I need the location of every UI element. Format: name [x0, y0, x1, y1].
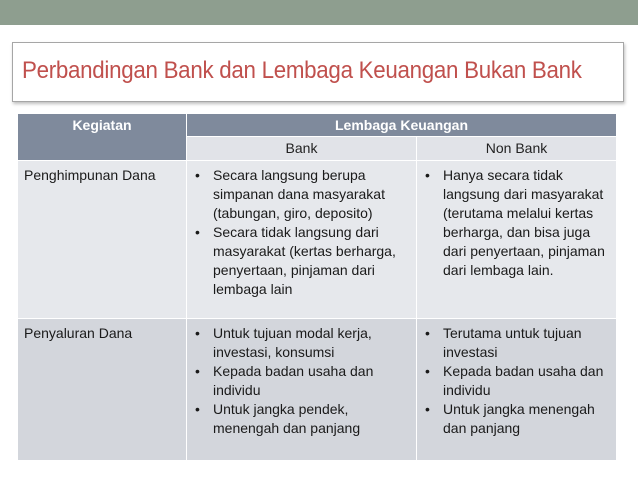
- list-item: • Untuk jangka pendek, menengah dan panjang: [187, 400, 412, 438]
- bank-cell: [187, 161, 417, 319]
- table-row: [18, 319, 617, 461]
- list-item: • Secara tidak langsung dari masyarakat (kertas berharga, penyertaan, pinjaman dari lembaga lain: [187, 223, 412, 299]
- header-kegiatan: Kegiatan: [18, 114, 187, 161]
- table-row: [18, 161, 617, 319]
- list-item: • Untuk tujuan modal kerja, investasi, konsumsi: [187, 324, 412, 362]
- list-item: • Untuk jangka menengah dan panjang: [417, 400, 612, 438]
- row-label: Penyaluran Dana: [18, 319, 187, 461]
- subheader-bank: Bank: [187, 137, 417, 161]
- nonbank-cell: [417, 161, 617, 319]
- bank-cell: [187, 319, 417, 461]
- nonbank-list: [417, 161, 616, 282]
- nonbank-cell: [417, 319, 617, 461]
- top-accent-bar: [0, 0, 638, 25]
- list-item: • Secara langsung berupa simpanan dana masyarakat (tabungan, giro, deposito): [187, 166, 412, 223]
- list-item: • Kepada badan usaha dan individu: [417, 362, 612, 400]
- title-box: [12, 42, 624, 102]
- subheader-nonbank: Non Bank: [417, 137, 617, 161]
- list-item: • Kepada badan usaha dan individu: [187, 362, 412, 400]
- bank-list: [187, 161, 416, 301]
- header-row: [18, 114, 617, 137]
- list-item: • Hanya secara tidak langsung dari masyarakat (terutama melalui kertas berharga, dan bisa juga dari penyertaan, pinjaman dari lembaga lain.: [417, 166, 612, 280]
- list-item: • Terutama untuk tujuan investasi: [417, 324, 612, 362]
- header-lembaga-keuangan: Lembaga Keuangan: [187, 114, 617, 137]
- bank-list: [187, 319, 416, 440]
- nonbank-list: [417, 319, 616, 440]
- comparison-table: [17, 113, 617, 461]
- row-label: Penghimpunan Dana: [18, 161, 187, 319]
- slide-title: Perbandingan Bank dan Lembaga Keuangan Bukan Bank: [22, 57, 582, 84]
